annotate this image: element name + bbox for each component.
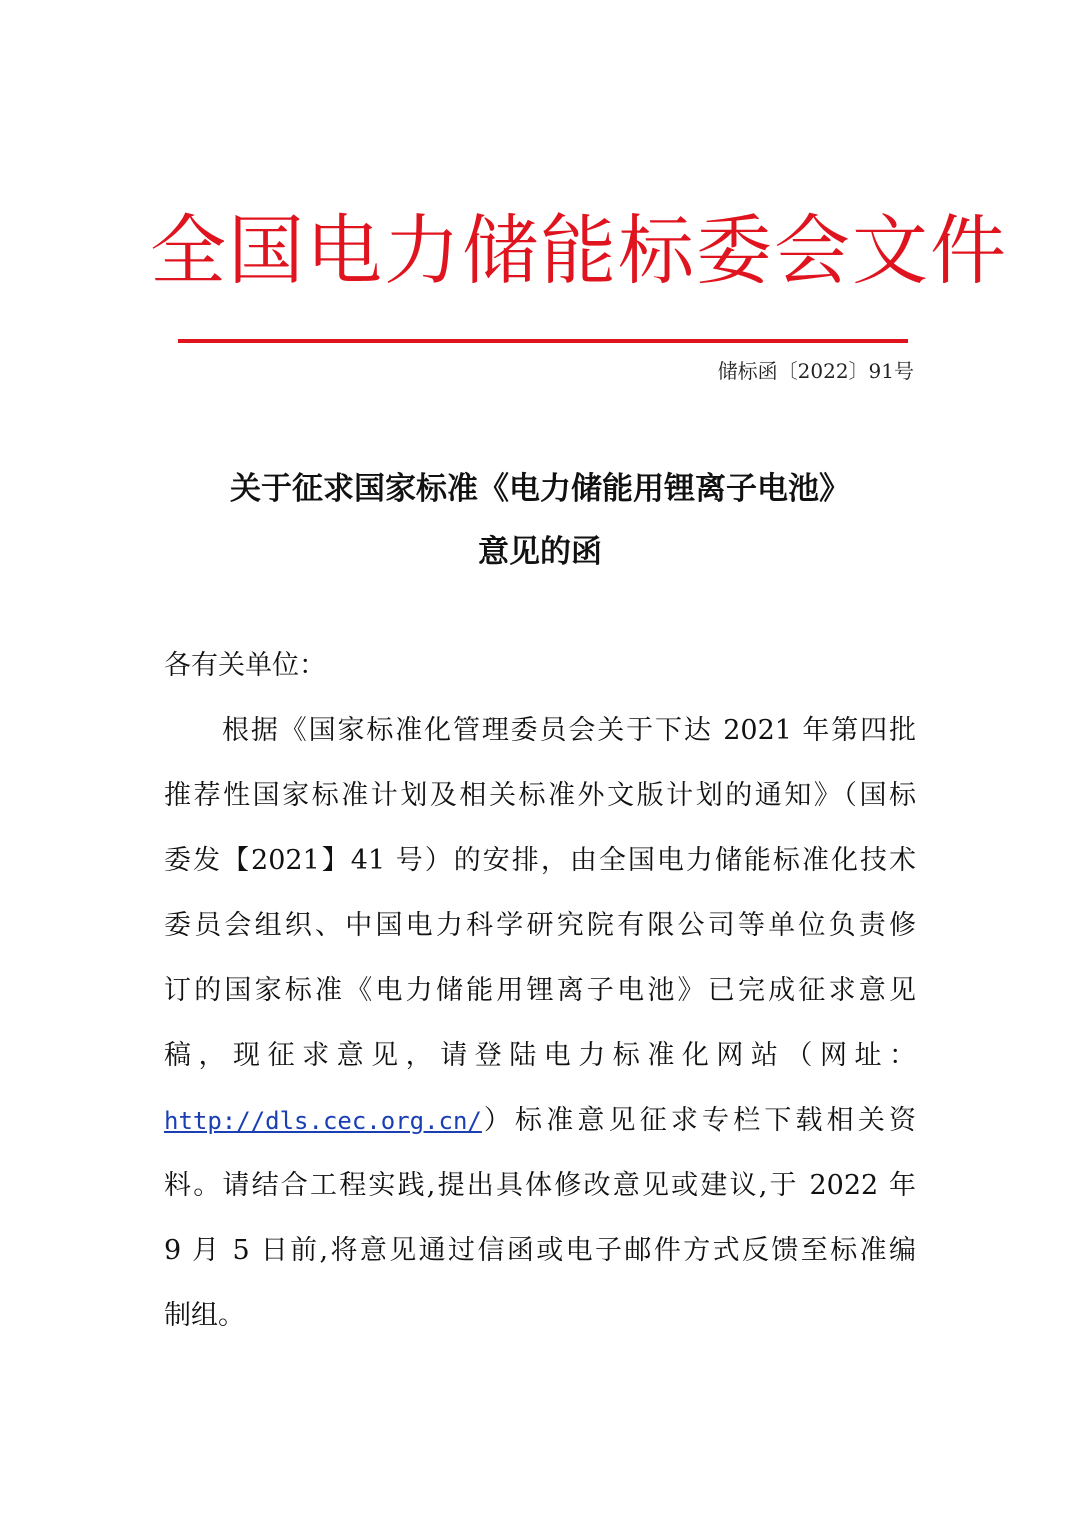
body-line-3: 委发【2021】41 号）的安排，由全国电力储能标准化技术: [164, 845, 916, 876]
body-line-7: [164, 1101, 916, 1141]
body-line-1: 根据《国家标准化管理委员会关于下达 2021 年第四批: [222, 715, 916, 746]
website-link[interactable]: http://dls.cec.org.cn/: [164, 1107, 482, 1135]
body-line-10: 制组。: [164, 1300, 245, 1331]
masthead-title: 全国电力储能标委会文件: [150, 206, 1008, 295]
salutation: 各有关单位：: [164, 650, 326, 681]
body-line-2: 推荐性国家标准计划及相关标准外文版计划的通知》（国标: [164, 780, 916, 811]
body-line-8: 料。请结合工程实践,提出具体修改意见或建议,于 2022 年: [164, 1170, 916, 1201]
body-line-4: 委员会组织、中国电力科学研究院有限公司等单位负责修: [164, 910, 916, 941]
letter-title-line-2: 意见的函: [478, 534, 602, 570]
body-line-9: 9 月 5 日前,将意见通过信函或电子邮件方式反馈至标准编: [164, 1235, 916, 1266]
body-line-5: 订的国家标准《电力储能用锂离子电池》已完成征求意见: [164, 975, 916, 1006]
red-divider: [178, 339, 908, 343]
body-line-6: 稿，现征求意见，请登陆电力标准化网站（网址：: [164, 1040, 916, 1071]
document-number: 储标函〔2022〕91号: [717, 359, 914, 383]
letter-title-line-1: 关于征求国家标准《电力储能用锂离子电池》: [230, 471, 850, 507]
body-line-7-text: ）标准意见征求专栏下载相关资: [483, 1105, 916, 1136]
